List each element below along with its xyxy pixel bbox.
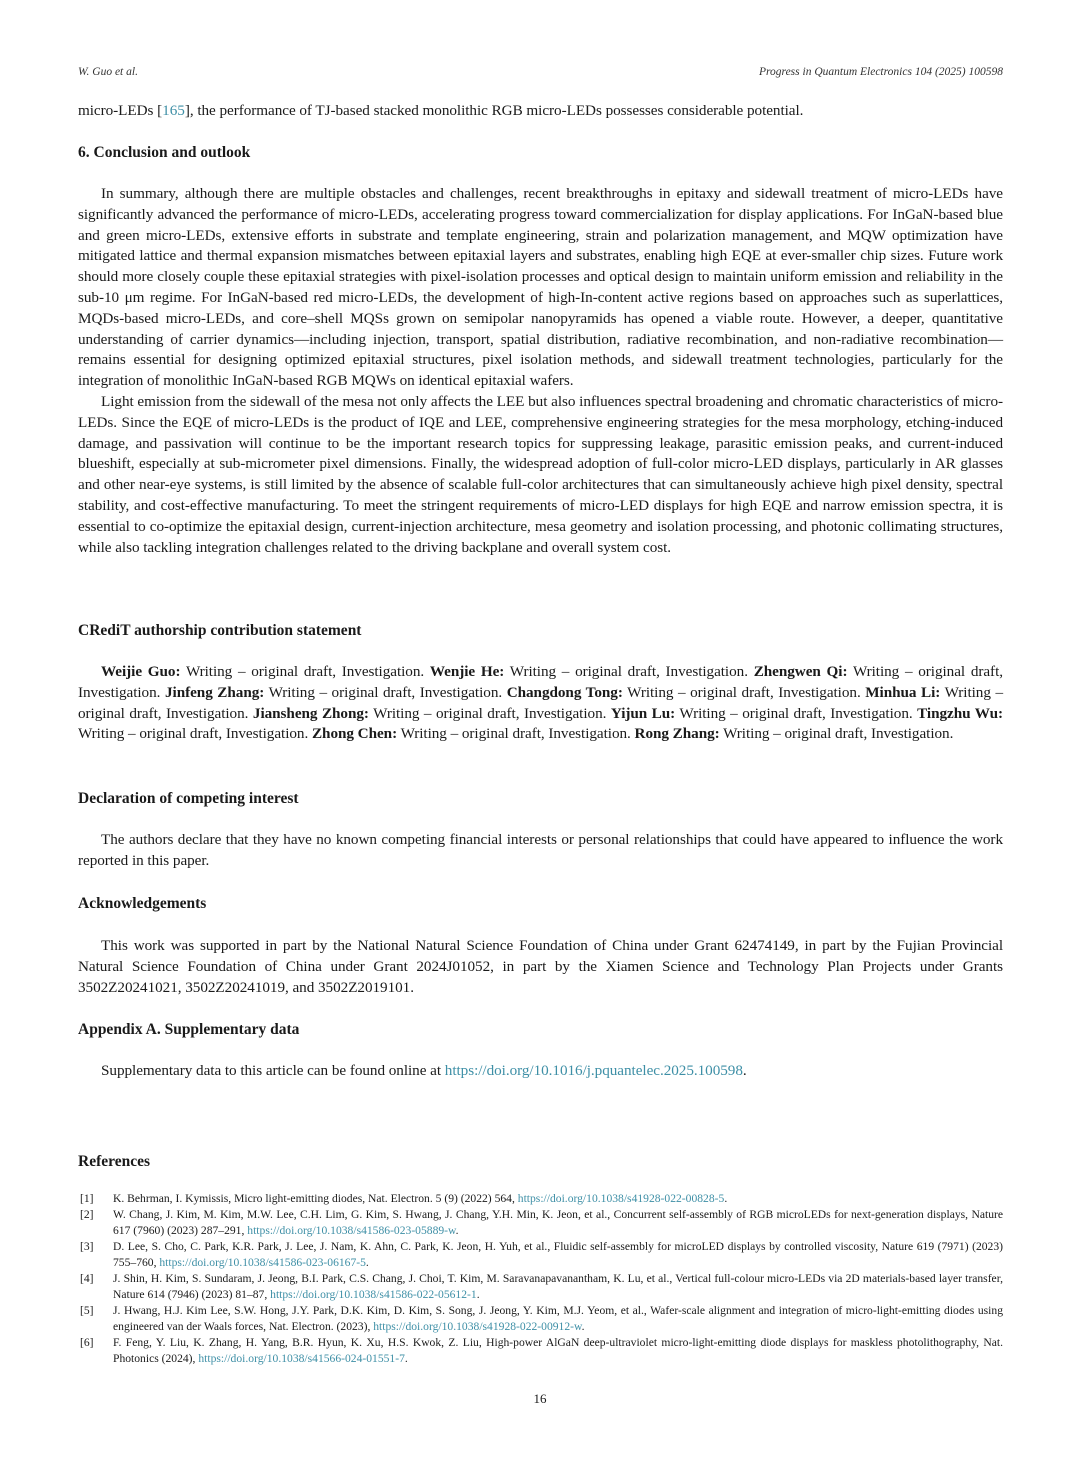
reference-doi-link[interactable]: https://doi.org/10.1038/s41586-023-05889-w [247,1224,456,1237]
section-credit [78,621,1003,641]
competing-paragraph: The authors declare that they have no known competing financial interests or personal relationships that could have appeared to influence the work reported in this paper. [78,831,1003,869]
reference-number: [2] [80,1208,94,1221]
acknowledgements-body [78,936,1003,998]
reference-number: [3] [80,1240,94,1253]
reference-number: [4] [80,1272,94,1285]
appendix-period: . [742,1062,747,1079]
section-competing [78,789,1003,809]
credit-author-name: Rong Zhang: [634,725,720,743]
conclusion-paragraph-2: Light emission from the sidewall of the mesa not only affects the LEE but also influences spectral broadening and chromatic characteristics of micro-LEDs. Since the EQE of micro-LEDs is the product of IQE and LEE, comprehensive engineering strategies for the mesa morphology, etching-induced damage, and passivation will continue to be the important research topics for suppressing leakage, parasitic emission peaks, and current-induced blueshift, especially at sub-micrometer pixel dimensions. Finally, the widespread adoption of full-color micro-LED displays, particularly in AR glasses and other near-eye systems, is still limited by the absence of scalable full-color architectures that can simultaneously achieve high pixel density, spectral stability, and cost-effective manufacturing. To meet the stringent requirements of micro-LED displays for high EQE and narrow emission spectra, it is essential to co-optimize the epitaxial design, current-injection architecture, mesa geometry and isolation processing, and photonic collimating structures, while also tackling integration challenges related to the driving backplane and overall system cost. [78,392,1003,556]
credit-author-name: Jinfeng Zhang: [164,683,265,701]
section-acknowledgements [78,894,1003,914]
credit-author-role: Writing – original draft, Investigation. [397,725,635,743]
credit-author-role: Writing – original draft, Investigation. [264,683,507,701]
reference-citation: F. Feng, Y. Liu, K. Zhang, H. Yang, B.R. Hyun, K. Xu, H.S. Kwok, Z. Liu, High-power AlGaN deep-ultraviolet micro-light-emitting diode displays for maskless photolithography, Nat. Photonics (2024), [113,1336,1003,1365]
credit-author-role: Writing – original draft, Investigation. [675,704,918,722]
credit-author-name: Jiansheng Zhong: [252,704,369,722]
reference-doi-link[interactable]: https://doi.org/10.1038/s41566-024-01551-7 [198,1352,405,1365]
section-heading-competing: Declaration of competing interest [78,790,299,807]
reference-citation: J. Shin, H. Kim, S. Sundaram, J. Jeong, B.I. Park, C.S. Chang, J. Choi, T. Kim, M. Saravanapavanantham, K. Lu, et al., Vertical full-colour micro-LEDs via 2D materials-based layer transfer, Nature 614 (7946) (2023) 81–87, [113,1272,1003,1301]
credit-author-role: Writing – original draft, Investigation. [78,725,312,743]
running-head [78,66,1003,78]
appendix-text: Supplementary data to this article can be found online at [101,1062,445,1079]
continuation-text: micro-LEDs [ [78,102,163,119]
section-heading-conclusion: 6. Conclusion and outlook [78,144,251,161]
reference-item [78,1271,1003,1303]
reference-citation: J. Hwang, H.J. Kim Lee, S.W. Hong, J.Y. Park, D.K. Kim, D. Kim, S. Song, J. Jeong, Y. Kim, M.J. Yeom, et al., Wafer-scale alignment and integration of micro-light-emitting diodes using engineered van der Waals forces, Nat. Electron. (2023), [113,1304,1003,1333]
reference-period: . [455,1224,459,1237]
reference-list [78,1191,1003,1367]
reference-item [78,1239,1003,1271]
reference-text [113,1303,1003,1335]
section-appendix [78,1020,1003,1040]
reference-citation: D. Lee, S. Cho, C. Park, K.R. Park, J. Lee, J. Nam, K. Ahn, C. Park, K. Jeon, H. Yuh, et al., Fluidic self-assembly for microLED displays by controlled viscosity, Nature 619 (7971) (2023) 755–760, [113,1240,1003,1269]
acknowledgements-paragraph: This work was supported in part by the National Natural Science Foundation of China under Grant 62474149, in part by the Fujian Provincial Natural Science Foundation of China under Grant 2024J01052, in part by the Xiamen Science and Technology Plan Projects under Grants 3502Z20241021, 3502Z20241019, and 3502Z2019101. [78,937,1003,996]
credit-body [78,662,1003,745]
reference-doi-link[interactable]: https://doi.org/10.1038/s41586-023-06167-5 [159,1256,366,1269]
reference-item [78,1335,1003,1367]
credit-author-name: Zhong Chen: [311,725,398,743]
credit-author-name: Yijun Lu: [610,704,676,722]
credit-author-name: Changdong Tong: [506,683,623,701]
credit-author-name: Weijie Guo: [101,663,181,680]
credit-author-role: Writing – original draft, Investigation. [622,683,866,701]
credit-paragraph [78,662,1003,745]
conclusion-body [78,184,1003,558]
section-references [78,1152,1003,1172]
credit-author-role: Writing – original draft, Investigation. [180,663,430,680]
reference-text [113,1271,1003,1303]
running-head-authors: W. Guo et al. [78,66,138,78]
conclusion-paragraph-1: In summary, although there are multiple obstacles and challenges, recent breakthroughs in epitaxy and sidewall treatment of micro-LEDs have significantly advanced the performance of micro-LEDs, accelerating progress toward commercialization for display applications. For InGaN-based blue and green micro-LEDs, extensive efforts in substrate and template engineering, strain and polarization management, and MQW optimization have mitigated lattice and thermal expansion mismatches between epitaxial layers and substrates, enabling high EQE at ever-smaller chip sizes. Future work should more closely couple these epitaxial strategies with pixel-isolation processes and optical design to maintain uniform emission and reliability in the sub-10 μm regime. For InGaN-based red micro-LEDs, the development of high-In-content active regions based on approaches such as superlattices, MQDs-based micro-LEDs, and core–shell MQSs grown on semipolar nanopyramids has opened a viable route. However, a deeper, quantitative understanding of carrier dynamics—including injection, transport, spatial distribution, radiative recombination, and non-radiative recombination—remains essential for designing optimized epitaxial structures, pixel isolation methods, and sidewall treatment technologies, particularly for the integration of monolithic InGaN-based RGB MQWs on identical epitaxial wafers. [78,185,1003,390]
running-head-journal: Progress in Quantum Electronics 104 (2025) 100598 [758,66,1003,78]
section-heading-acknowledgements: Acknowledgements [78,895,207,912]
reference-number: [5] [80,1304,94,1317]
appendix-body [78,1061,1003,1082]
reference-citation: W. Chang, J. Kim, M. Kim, M.W. Lee, C.H. Lim, G. Kim, S. Hwang, J. Chang, Y.H. Min, K. Jeon, et al., Concurrent self-assembly of RGB microLEDs for next-generation displays, Nature 617 (7960) (2023) 287–291, [113,1208,1003,1237]
reference-text [113,1239,1003,1271]
reference-doi-link[interactable]: https://doi.org/10.1038/s41586-022-05612-1 [270,1288,477,1301]
credit-author-role: Writing – original draft, Investigation. [368,704,611,722]
reference-period: . [365,1256,369,1269]
reference-text [113,1207,1003,1239]
reference-period: . [404,1352,408,1365]
credit-author-role: Writing – original draft, Investigation. [78,663,1003,701]
section-heading-appendix: Appendix A. Supplementary data [78,1021,300,1038]
supplementary-link[interactable]: https://doi.org/10.1016/j.pquantelec.2025.100598 [444,1062,743,1079]
page-number: 16 [533,1391,547,1406]
credit-author-role: Writing – original draft, Investigation. [719,725,954,743]
credit-author-name: Tingzhu Wu: [917,704,1003,722]
reference-number: [6] [80,1336,94,1349]
reference-citation: K. Behrman, I. Kymissis, Micro light-emitting diodes, Nat. Electron. 5 (9) (2022) 564, [113,1192,518,1205]
reference-period: . [476,1288,480,1301]
reference-number: [1] [80,1192,94,1205]
reference-doi-link[interactable]: https://doi.org/10.1038/s41928-022-00912-w [373,1320,582,1333]
credit-author-role: Writing – original draft, Investigation. [504,663,754,680]
appendix-paragraph [78,1061,1003,1082]
reference-item [78,1207,1003,1239]
competing-body [78,830,1003,872]
reference-period: . [724,1192,728,1205]
reference-period: . [581,1320,585,1333]
citation-link[interactable]: 165 [162,102,185,119]
reference-text [113,1191,1003,1207]
reference-item [78,1303,1003,1335]
reference-item [78,1191,1003,1207]
section-heading-references: References [78,1153,151,1170]
section-heading-credit: CRediT authorship contribution statement [78,622,362,639]
credit-author-name: Zhengwen Qi: [753,663,848,680]
continuation-text-end: ], the performance of TJ-based stacked monolithic RGB micro-LEDs possesses considerable potential. [184,102,804,119]
credit-author-role: Writing – original draft, Investigation. [78,683,1003,722]
reference-doi-link[interactable]: https://doi.org/10.1038/s41928-022-00828-5 [517,1192,725,1205]
section-conclusion [78,143,1003,163]
reference-text [113,1335,1003,1367]
continuation-paragraph [78,101,1003,122]
credit-author-name: Minhua Li: [865,683,941,701]
credit-author-name: Wenjie He: [429,663,505,680]
